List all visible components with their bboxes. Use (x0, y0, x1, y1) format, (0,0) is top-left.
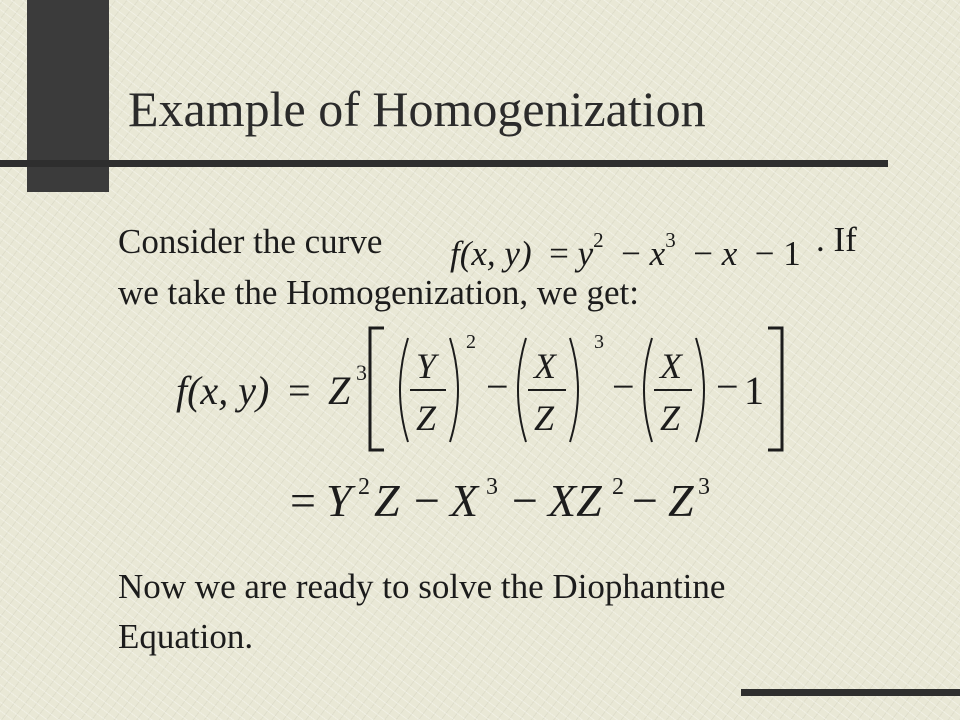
frac1-exp: 2 (466, 331, 476, 353)
svg-text:−: − (486, 364, 509, 409)
curve-term-x: x (649, 233, 666, 273)
homog-lhs: f(x, y) (176, 368, 270, 413)
result-y: Y (326, 475, 352, 526)
homog-const: 1 (744, 368, 764, 413)
conclusion-line2: Equation. (118, 617, 254, 656)
svg-text:=: = (288, 368, 311, 413)
result-xz: XZ (548, 475, 602, 526)
result-equation (290, 470, 730, 530)
frac3-den: Z (660, 398, 681, 438)
intro-text-before: Consider the curve (118, 222, 383, 261)
frac2-exp: 3 (594, 331, 604, 353)
slide-title: Example of Homogenization (128, 81, 706, 137)
svg-text:=: = (290, 475, 316, 526)
svg-text:−: − (414, 475, 440, 526)
title-rule (0, 160, 888, 167)
result-z: Z (374, 475, 400, 526)
frac1-num: Y (416, 346, 437, 386)
homog-prefix-exp: 3 (356, 360, 367, 385)
result-y-exp: 2 (358, 474, 370, 500)
curve-equation: f(x, $y) = y^2 - x^3 - x - 1$ (450, 228, 801, 273)
curve-exp-2: 2 (593, 228, 604, 252)
result-x-exp: 3 (486, 474, 498, 500)
curve-term-y: y (577, 233, 594, 273)
svg-text:−: − (632, 475, 658, 526)
svg-text:−: − (512, 475, 538, 526)
homog-prefix: Z (328, 368, 351, 413)
svg-text:−: − (612, 364, 635, 409)
homogenization-equation (170, 318, 810, 458)
frac3-num: X (660, 346, 682, 386)
curve-term-const: 1 (783, 233, 801, 273)
curve-exp-3: 3 (665, 228, 676, 252)
curve-term-x-linear: x (721, 233, 738, 273)
intro-text-line2: we take the Homogenization, we get: (118, 273, 639, 312)
result-x: X (450, 475, 479, 526)
intro-text-after: . If (816, 220, 857, 259)
frac2-den: Z (534, 398, 555, 438)
result-z3: Z (668, 475, 694, 526)
curve-lhs: f(x, y) (450, 233, 532, 273)
frac1-den: Z (416, 398, 437, 438)
conclusion-line1: Now we are ready to solve the Diophantine (118, 567, 726, 606)
result-z3-exp: 3 (698, 474, 710, 500)
svg-text:−: − (716, 364, 739, 409)
result-xz-exp: 2 (612, 474, 624, 500)
frac2-num: X (534, 346, 556, 386)
footer-rule (741, 689, 960, 696)
